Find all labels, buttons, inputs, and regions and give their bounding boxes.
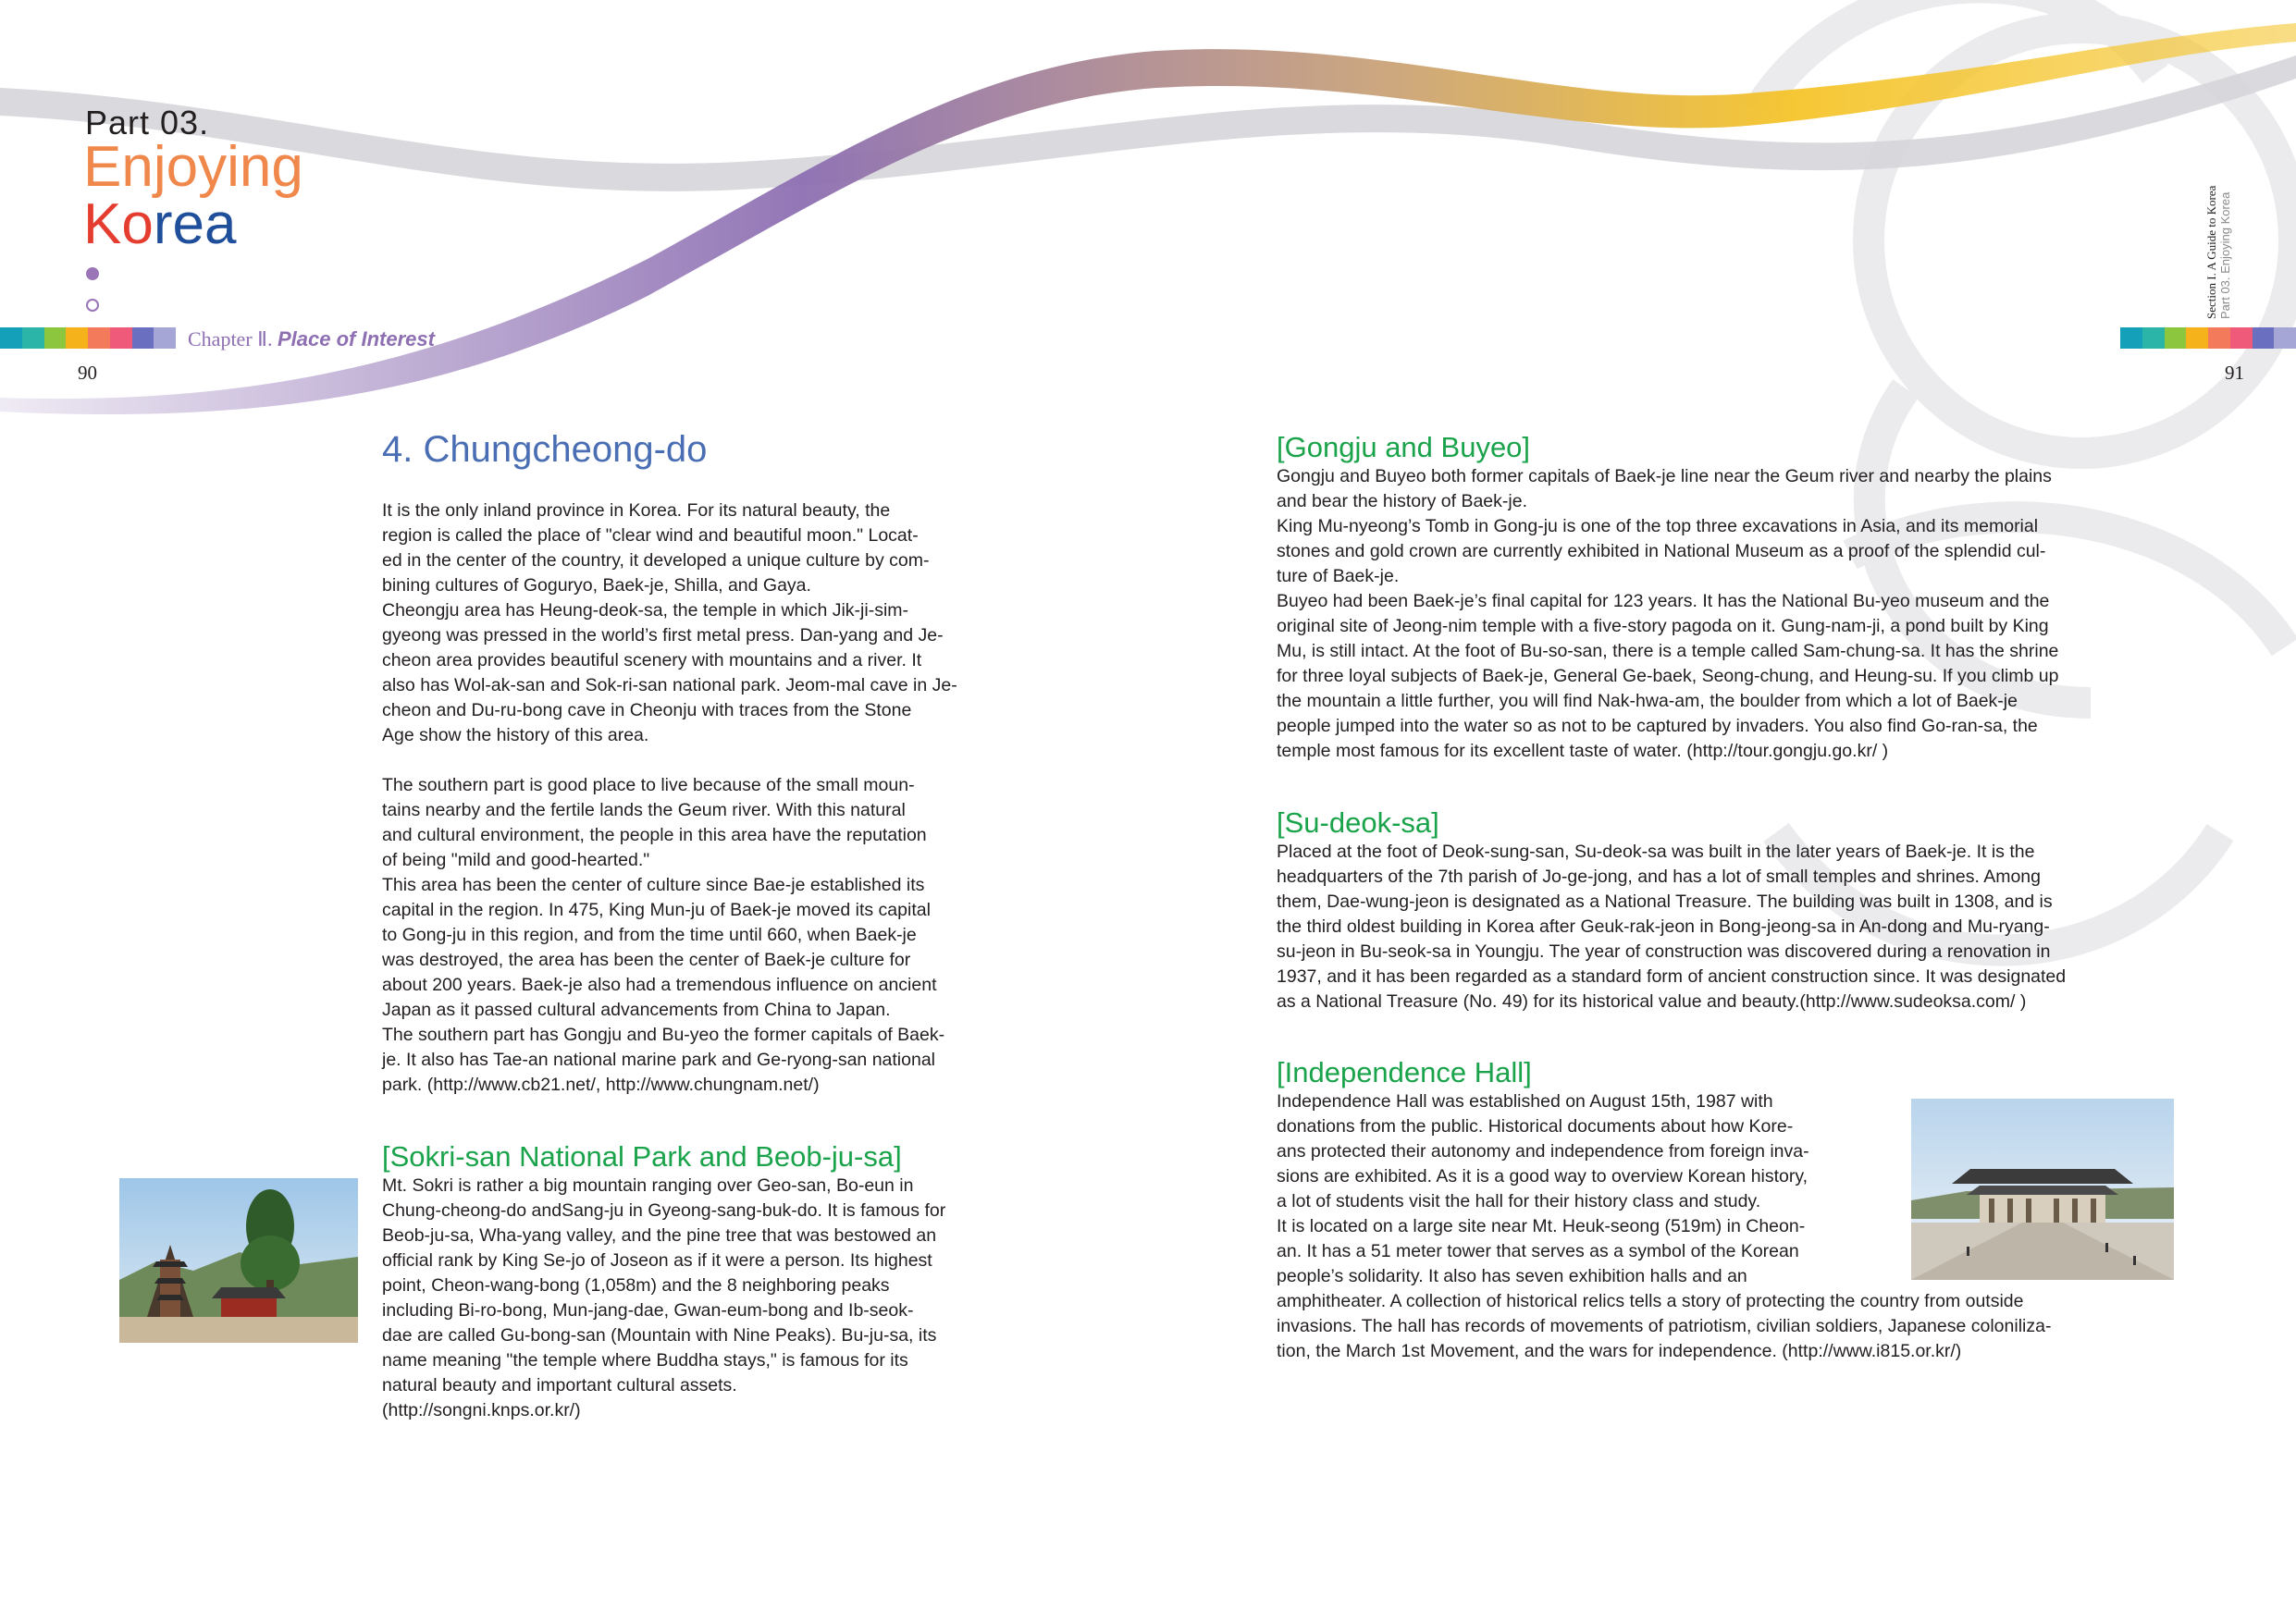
side-running-header (2204, 42, 2241, 319)
text-line: amphitheater. A collection of historical relics tells a story of protecting the country from outside (1277, 1291, 2024, 1311)
color-strip-segment (132, 327, 154, 349)
bullet-filled-icon (86, 267, 99, 280)
text-line: Mt. Sokri is rather a big mountain ranging over Geo-san, Bo-eun in (382, 1175, 914, 1196)
text-line: tains nearby and the fertile lands the Geum river. With this natural (382, 800, 906, 820)
text-line: the mountain a little further, you will find Nak-hwa-am, the boulder from which a lot of Baek-je (1277, 691, 2018, 711)
gongju-paragraph (1277, 464, 2183, 764)
section-heading-independence: [Independence Hall] (1277, 1056, 1532, 1088)
text-line: people jumped into the water so as not to be captured by invaders. You also find Go-ran-sa, the (1277, 716, 2038, 736)
text-line: headquarters of the 7th parish of Jo-ge-jong, and has a lot of small temples and shrines. Among (1277, 867, 2041, 887)
independence-paragraph-wide (1277, 1289, 2183, 1364)
text-line: Age show the history of this area. (382, 725, 649, 745)
text-line: an. It has a 51 meter tower that serves as a symbol of the Korean (1277, 1241, 1799, 1261)
part-title-line2 (83, 192, 237, 256)
part-title-rea: rea (153, 192, 237, 256)
text-line: It is located on a large site near Mt. Heuk-seong (519m) in Cheon- (1277, 1216, 1806, 1236)
part-title-line1: Enjoying (83, 135, 303, 199)
color-strip-segment (2208, 327, 2230, 349)
text-line: The southern part has Gongju and Bu-yeo the former capitals of Baek- (382, 1025, 945, 1045)
side-section-title: Section I. A Guide to Korea (2204, 185, 2218, 319)
color-strip-segment (22, 327, 44, 349)
text-line: of being "mild and good-hearted." (382, 850, 650, 870)
text-line: temple most famous for its excellent taste of water. (http://tour.gongju.go.kr/ ) (1277, 741, 1889, 761)
text-line: for three loyal subjects of Baek-je, General Ge-baek, Seong-chung, and Heung-su. If you climb up (1277, 666, 2059, 686)
chapter-title (188, 327, 435, 351)
color-strip-segment (110, 327, 132, 349)
color-strip-segment (66, 327, 88, 349)
sudeok-paragraph (1277, 840, 2183, 1014)
temple-photo (119, 1178, 358, 1343)
section-heading-gongju: [Gongju and Buyeo] (1277, 431, 1531, 463)
text-line: to Gong-ju in this region, and from the time until 660, when Baek-je (382, 925, 917, 945)
color-strip-left (0, 327, 176, 349)
text-line: ans protected their autonomy and independence from foreign inva- (1277, 1141, 1809, 1162)
text-line: ture of Baek-je. (1277, 566, 1400, 586)
text-line: park. (http://www.cb21.net/, http://www.chungnam.net/) (382, 1075, 820, 1095)
text-line: a lot of students visit the hall for their history class and study. (1277, 1191, 1761, 1211)
text-line: also has Wol-ak-san and Sok-ri-san national park. Jeom-mal cave in Je- (382, 675, 957, 695)
text-line: Mu, is still intact. At the foot of Bu-so-san, there is a temple called Sam-chung-sa. It has the shrine (1277, 641, 2059, 661)
text-line: natural beauty and important cultural assets. (382, 1375, 737, 1396)
text-line: and bear the history of Baek-je. (1277, 491, 1527, 511)
color-strip-segment (0, 327, 22, 349)
sokri-paragraph (382, 1174, 1030, 1423)
section-heading-sudeok: [Su-deok-sa] (1277, 806, 1439, 839)
text-line: It is the only inland province in Korea. For its natural beauty, the (382, 500, 891, 521)
color-strip-segment (2165, 327, 2187, 349)
text-line: point, Cheon-wang-bong (1,058m) and the 8 neighboring peaks (382, 1275, 890, 1296)
text-line: original site of Jeong-nim temple with a five-story pagoda on it. Gung-nam-ji, a pond built by King (1277, 616, 2049, 636)
text-line: the third oldest building in Korea after Geuk-rak-jeon in Bong-jeong-sa in An-dong and Mu-ryang- (1277, 916, 2050, 937)
text-line: 1937, and it has been regarded as a standard form of ancient construction since. It was designated (1277, 966, 2067, 987)
color-strip-segment (44, 327, 67, 349)
text-line: cheon and Du-ru-bong cave in Cheonju with traces from the Stone (382, 700, 912, 720)
text-line: dae are called Gu-bong-san (Mountain with Nine Peaks). Bu-ju-sa, its (382, 1325, 937, 1346)
bullet-hollow-icon (86, 299, 99, 312)
color-strip-segment (154, 327, 176, 349)
color-strip-segment (2142, 327, 2165, 349)
text-line: This area has been the center of culture since Bae-je established its (382, 875, 925, 895)
independence-hall-photo (1911, 1099, 2174, 1280)
text-line: invasions. The hall has records of movements of patriotism, civilian soldiers, Japanese coloniliza- (1277, 1316, 2052, 1336)
color-strip-segment (2120, 327, 2142, 349)
text-line: su-jeon in Bu-seok-sa in Youngju. The year of construction was discovered during a renovation in (1277, 941, 2051, 962)
text-line: about 200 years. Baek-je also had a tremendous influence on ancient (382, 975, 937, 995)
text-line: King Mu-nyeong’s Tomb in Gong-ju is one of the top three excavations in Asia, and its memorial (1277, 516, 2039, 536)
text-line: Buyeo had been Baek-je’s final capital for 123 years. It has the National Bu-yeo museum and the (1277, 591, 2050, 611)
text-line: was destroyed, the area has been the center of Baek-je culture for (382, 950, 911, 970)
text-line: je. It also has Tae-an national marine park and Ge-ryong-san national (382, 1050, 935, 1070)
text-line: donations from the public. Historical documents about how Kore- (1277, 1116, 1794, 1137)
text-line: name meaning "the temple where Buddha stays," is famous for its (382, 1350, 908, 1371)
text-line: bining cultures of Goguryo, Baek-je, Shilla, and Gaya. (382, 575, 811, 596)
side-part-title: Part 03. Enjoying Korea (2218, 191, 2232, 319)
text-line: them, Dae-wung-jeon is designated as a National Treasure. The building was built in 1308, and is (1277, 891, 2053, 912)
text-line: Gongju and Buyeo both former capitals of Baek-je line near the Geum river and nearby the plains (1277, 466, 2052, 486)
text-line: cheon area provides beautiful scenery with mountains and a river. It (382, 650, 922, 670)
page-title: 4. Chungcheong-do (382, 429, 708, 470)
part-title-ko: Ko (83, 192, 154, 256)
color-strip-segment (2253, 327, 2275, 349)
text-line: Chung-cheong-do andSang-ju in Gyeong-sang-buk-do. It is famous for (382, 1200, 946, 1221)
text-line: gyeong was pressed in the world’s first metal press. Dan-yang and Je- (382, 625, 944, 646)
color-strip-segment (88, 327, 110, 349)
text-line: ed in the center of the country, it developed a unique culture by com- (382, 550, 930, 571)
southern-paragraph (382, 773, 1030, 1098)
text-line: region is called the place of "clear wind and beautiful moon." Locat- (382, 525, 919, 546)
chapter-name: Place of Interest (277, 327, 435, 350)
text-line: official rank by King Se-jo of Joseon as if it were a person. Its highest (382, 1250, 932, 1271)
color-strip-right (2120, 327, 2296, 349)
intro-paragraph (382, 498, 1030, 748)
text-line: Beob-ju-sa, Wha-yang valley, and the pine tree that was bestowed an (382, 1225, 937, 1246)
text-line: capital in the region. In 475, King Mun-ju of Baek-je moved its capital (382, 900, 931, 920)
part-label: Part 03. (85, 104, 210, 141)
text-line: Independence Hall was established on August 15th, 1987 with (1277, 1091, 1773, 1112)
text-line: The southern part is good place to live because of the small moun- (382, 775, 915, 795)
page-number-left: 90 (78, 362, 97, 384)
section-heading-sokri: [Sokri-san National Park and Beob-ju-sa] (382, 1140, 902, 1173)
text-line: including Bi-ro-bong, Mun-jang-dae, Gwan-eum-bong and Ib-seok- (382, 1300, 914, 1321)
text-line: stones and gold crown are currently exhibited in National Museum as a proof of the splendid cul- (1277, 541, 2046, 561)
text-line: as a National Treasure (No. 49) for its historical value and beauty.(http://www.sudeoksa.com/ ) (1277, 991, 2027, 1012)
chapter-prefix: Chapter Ⅱ. (188, 327, 278, 350)
text-line: Placed at the foot of Deok-sung-san, Su-deok-sa was built in the later years of Baek-je. It is the (1277, 842, 2035, 862)
color-strip-segment (2230, 327, 2253, 349)
text-line: Cheongju area has Heung-deok-sa, the temple in which Jik-ji-sim- (382, 600, 909, 621)
color-strip-segment (2186, 327, 2208, 349)
text-line: tion, the March 1st Movement, and the wars for independence. (http://www.i815.or.kr/) (1277, 1341, 1962, 1361)
color-strip-segment (2274, 327, 2296, 349)
text-line: Japan as it passed cultural advancements from China to Japan. (382, 1000, 891, 1020)
page-number-right: 91 (2225, 362, 2244, 384)
text-line: people’s solidarity. It also has seven exhibition halls and an (1277, 1266, 1747, 1286)
text-line: sions are exhibited. As it is a good way to overview Korean history, (1277, 1166, 1808, 1187)
text-line: (http://songni.knps.or.kr/) (382, 1400, 581, 1420)
text-line: and cultural environment, the people in this area have the reputation (382, 825, 927, 845)
independence-paragraph-narrow (1277, 1089, 1906, 1289)
